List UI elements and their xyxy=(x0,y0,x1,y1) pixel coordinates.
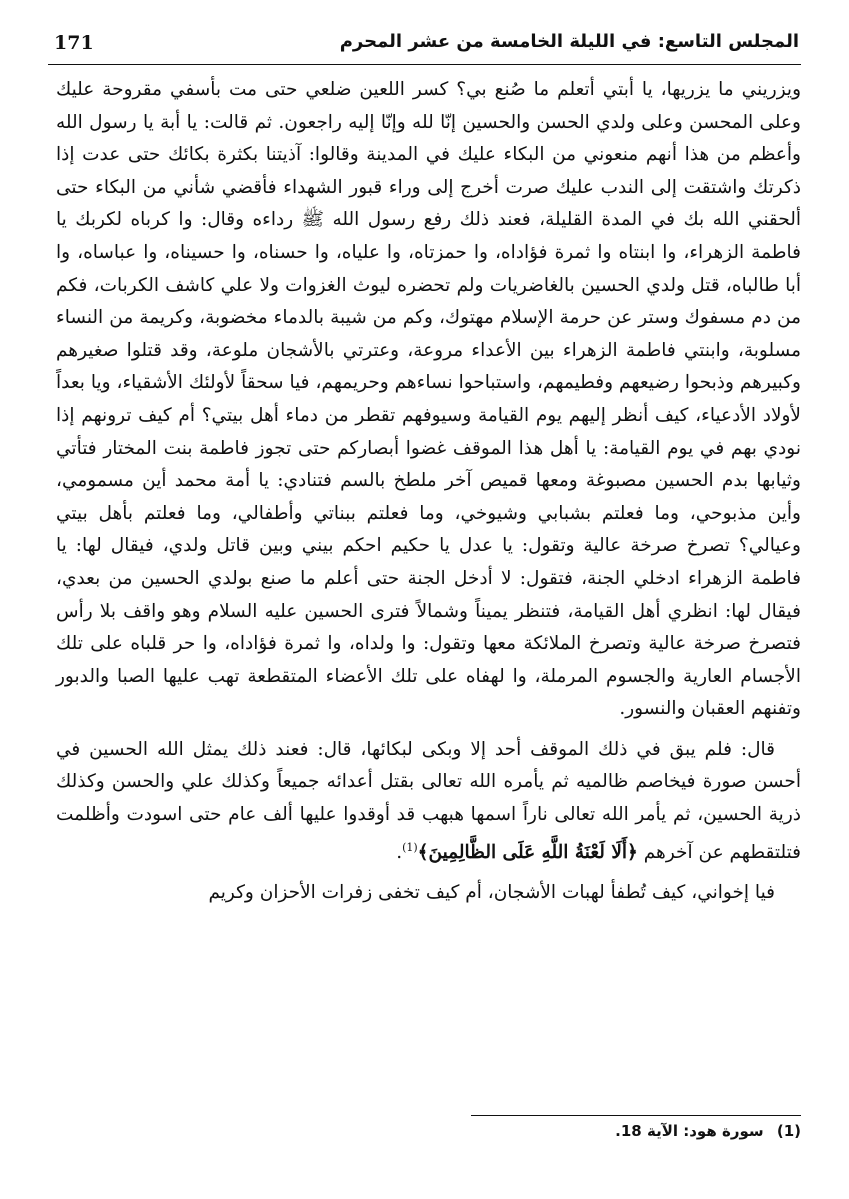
quran-verse: ﴿أَلَا لَعْنَةُ اللَّهِ عَلَى الظَّالِمِينَ﴾ xyxy=(417,841,638,863)
footnote-text: سورة هود: الآية 18. xyxy=(615,1122,764,1140)
paragraph-2 xyxy=(56,734,801,870)
paragraph-1: ويزريني ما يزريها، يا أبتي أتعلم ما صُنع بي؟ كسر اللعين ضلعي حتى مت بأسفي مقروحة عليك وعلى المحسن وعلى ولدي الحسن والحسين إنّا لله وإنّا إليه راجعون. ثم قالت: يا أبة يا رسول الله وأعظم من هذا أنهم منعوني من البكاء عليك في المدينة وقالوا: آذيتنا بكثرة بكائك حتى عدت إذا ذكرتك واشتقت إلى الندب عليك صرت أخرج إلى وراء قبور الشهداء فأقضي شأني من البكاء حتى ألحقني الله بك في المدة القليلة، فعند ذلك رفع رسول الله ﷺ رداءه وقال: وا كرباه لكربك يا فاطمة الزهراء، وا ابنتاه وا ثمرة فؤاداه، وا حمزتاه، وا علياه، وا حسناه، وا حسيناه، وا عباساه، وا أبا طالباه، قتل ولدي الحسين بالغاضريات ولم تحضره ليوث الغزوات ولا علي كاشف الكربات، فكم من دم مسفوك وستر عن حرمة الإسلام مهتوك، وكم من شيبة بالدماء مخضوبة، وكريمة من النساء مسلوبة، وابنتي فاطمة الزهراء بين الأعداء مروعة، وعترتي بالأشجان ملوعة، وقد قتلوا صغيرهم وكبيرهم وذبحوا رضيعهم وفطيمهم، واستباحوا نساءهم وحريمهم، فيا سحقاً لأولئك الأشقياء، ويا بعداً لأولاد الأدعياء، كيف أنظر إليهم يوم القيامة وسيوفهم تقطر من دماء أهل بيتي؟ أم كيف ترونهم إذا نودي بهم في يوم القيامة: يا أهل هذا الموقف غضوا أبصاركم حتى تجوز فاطمة بنت المختار فتأتي وثيابها بدم الحسين مصبوغة ومعها قميص آخر ملطخ بالسم فتنادي: يا أمة محمد أين مسمومي، وأين مذبوحي، وما فعلتم بشبابي وشيوخي، وما فعلتم ببناتي وأطفالي، وما فعلتم بأهل بيتي وعيالي؟ تصرخ صرخة عالية وتقول: يا عدل يا حكيم احكم بيني وبين قاتل ولدي، فيقال لها: يا فاطمة الزهراء ادخلي الجنة، فتقول: لا أدخل الجنة حتى أعلم ما صنع بولدي الحسين من بعدي، فيقال لها: انظري أهل القيامة، فتنظر يميناً وشمالاً فترى الحسين عليه السلام وهو واقف بلا رأس فتصرخ صرخة عالية وتصرخ الملائكة معها وتقول: وا ولداه، وا ثمرة فؤاداه، وا حر قلباه على تلك الأجسام العارية والجسوم المرملة، وا لهفاه على تلك الأعضاء المتقطعة تهب عليها الصبا والدبور وتفنهم العقبان والنسور. xyxy=(56,79,801,720)
page-header xyxy=(48,28,801,65)
paragraph-2-end: . xyxy=(396,841,403,863)
running-title: المجلس التاسع: في الليلة الخامسة من عشر المحرم xyxy=(339,31,799,52)
footnote xyxy=(48,1122,801,1140)
page-number: 171 xyxy=(54,32,94,54)
body-text xyxy=(56,74,801,910)
paragraph-3: فيا إخواني، كيف تُطفأ لهبات الأشجان، أم كيف تخفى زفرات الأحزان وكريم xyxy=(208,882,775,904)
paragraph-2-text: قال: فلم يبق في ذلك الموقف أحد إلا وبكى لبكائها، قال: فعند ذلك يمثل الله الحسين في أحسن صورة فيخاصم ظالميه ثم يأمره الله تعالى بقتل أعدائه جميعاً وكذلك علي والحسن وكذلك ذرية الحسين، ثم يأمر الله تعالى ناراً اسمها هبهب قد أوقدوا عليها ألف عام حتى اسودت وأظلمت فتلتقطهم عن آخرهم xyxy=(56,738,801,863)
footnote-number: (1) xyxy=(776,1122,801,1140)
footnote-divider xyxy=(471,1115,801,1116)
footnote-reference: (1) xyxy=(402,840,418,854)
